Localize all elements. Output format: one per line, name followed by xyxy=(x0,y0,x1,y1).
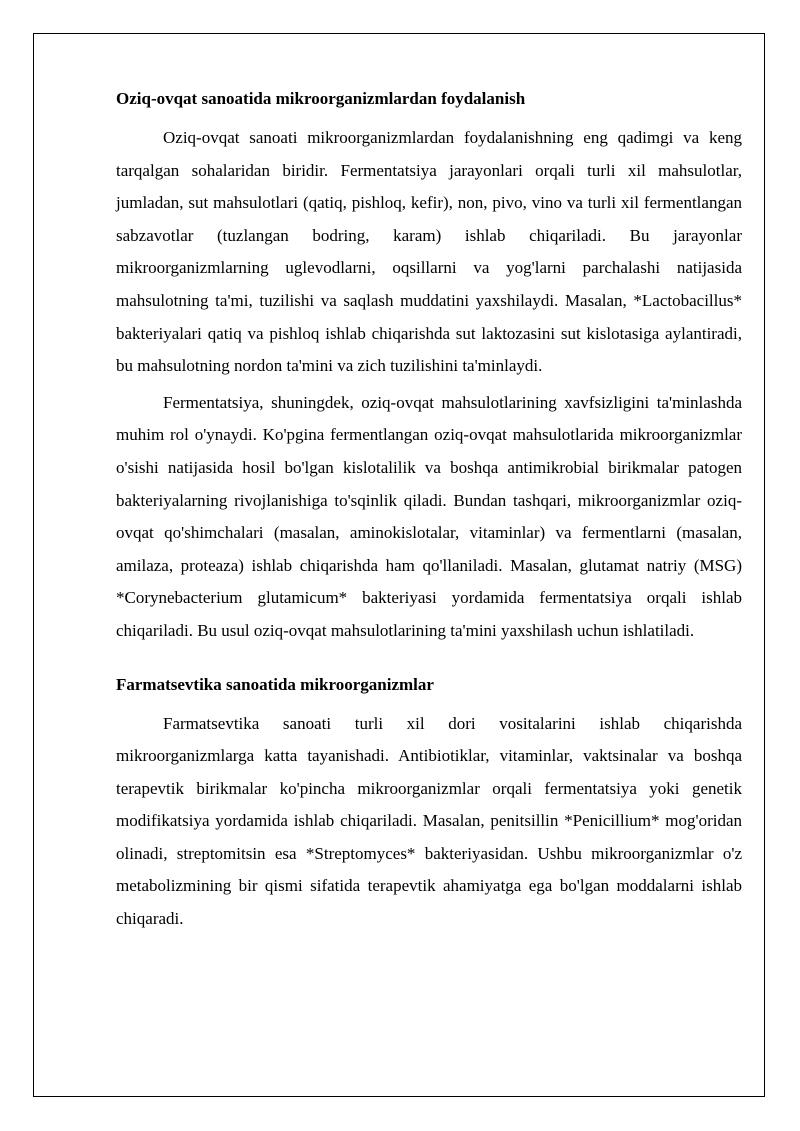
section-heading-food-industry: Oziq-ovqat sanoatida mikroorganizmlardan foydalanish xyxy=(116,89,526,108)
paragraph-fermentation-products: Oziq-ovqat sanoati mikroorganizmlardan foydalanishning eng qadimgi va keng tarqalgan sohalaridan biridir. Fermentatsiya jarayonlari orqali turli xil mahsulotlar, jumladan, sut mahsulotlari (qatiq, pishloq, kefir), non, pivo, vino va turli xil fermentlangan sabzavotlar (tuzlangan bodring, karam) ishlab chiqariladi. Bu jarayonlar mikroorganizmlarning uglevodlarni, oqsillarni va yog'larni parchalashi natijasida mahsulotning ta'mi, tuzilishi va saqlash muddatini yaxshilaydi. Masalan, *Lactobacillus* bakteriyalari qatiq va pishloq ishlab chiqarishda sut laktozasini sut kislotasiga aylantiradi, bu mahsulotning nordon ta'mini va zich tuzilishini ta'minlaydi. xyxy=(116,128,742,376)
section-heading-pharma-industry: Farmatsevtika sanoatida mikroorganizmlar xyxy=(116,674,434,694)
paragraph-food-safety: Fermentatsiya, shuningdek, oziq-ovqat mahsulotlarining xavfsizligini ta'minlashda muhim rol o'ynaydi. Ko'pgina fermentlangan oziq-ovqat mahsulotlarida mikroorganizmlar o'sishi natijasida hosil bo'lgan kislotalilik va boshqa antimikrobial birikmalar patogen bakteriyalarning rivojlanishiga to'sqinlik qiladi. Bundan tashqari, mikroorganizmlar oziq-ovqat qo'shimchalari (masalan, aminokislotalar, vitaminlar) va fermentlarni (masalan, amilaza, proteaza) ishlab chiqarishda ham qo'llaniladi. Masalan, glutamat natriy (MSG) *Corynebacterium glutamicum* bakteriyasi yordamida fermentatsiya orqali ishlab chiqariladi. Bu usul oziq-ovqat mahsulotlarining ta'mini yaxshilash uchun ishlatiladi. xyxy=(116,392,742,640)
document-body xyxy=(116,84,742,940)
paragraph-pharma-production: Farmatsevtika sanoati turli xil dori vositalarini ishlab chiqarishda mikroorganizmlarga katta tayanishadi. Antibiotiklar, vitaminlar, vaktsinalar va boshqa terapevtik birikmalar ko'pincha mikroorganizmlar orqali fermentatsiya yoki genetik modifikatsiya yordamida ishlab chiqariladi. Masalan, penitsillin *Penicillium* mog'oridan olinadi, streptomitsin esa *Streptomyces* bakteriyasidan. Ushbu mikroorganizmlar o'z metabolizmining bir qismi sifatida terapevtik ahamiyatga ega bo'lgan moddalarni ishlab chiqaradi. xyxy=(116,713,742,929)
